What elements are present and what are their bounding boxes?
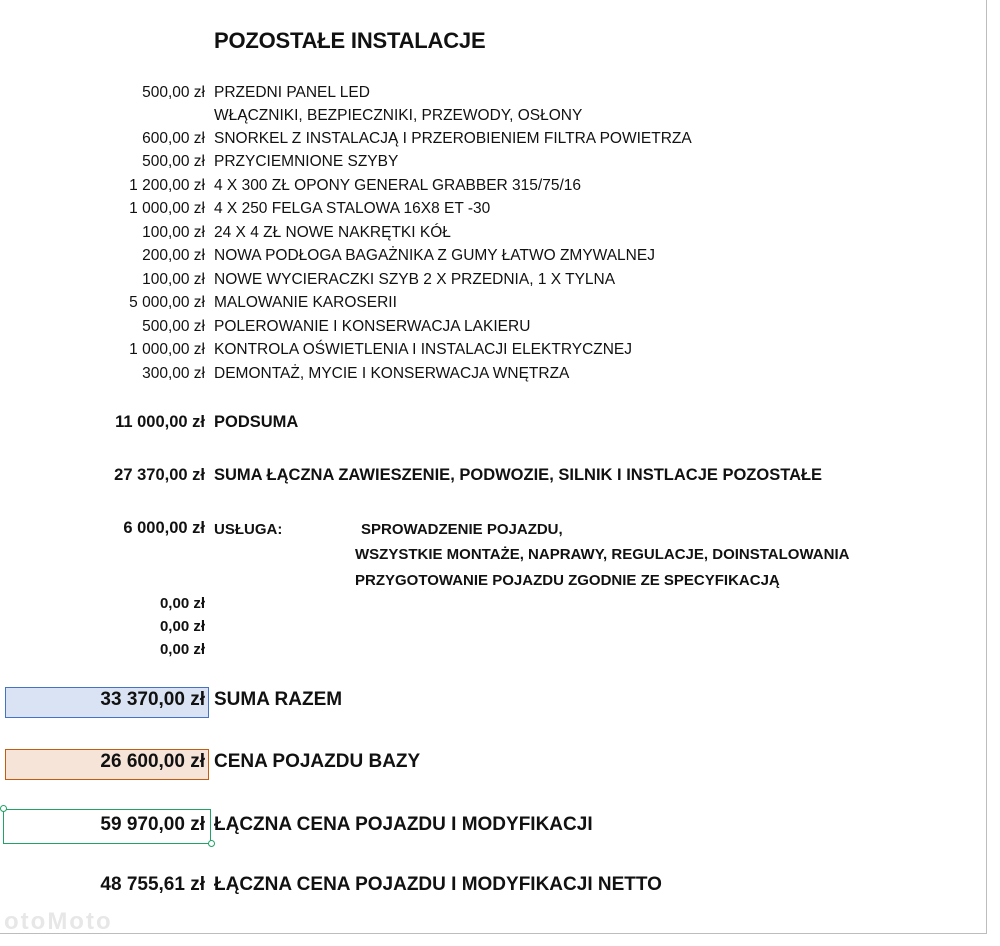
total-price-amount[interactable]: 59 970,00 zł bbox=[100, 814, 205, 835]
item-row bbox=[0, 341, 980, 364]
item-row bbox=[0, 224, 980, 247]
selection-handle-top-left[interactable] bbox=[0, 805, 7, 812]
item-amount: 1 200,00 zł bbox=[129, 177, 205, 194]
grand-sum-amount: 27 370,00 zł bbox=[114, 466, 205, 484]
grand-sum-row bbox=[0, 466, 980, 489]
item-description: DEMONTAŻ, MYCIE I KONSERWACJA WNĘTRZA bbox=[214, 365, 570, 382]
selection-handle-bottom-right[interactable] bbox=[208, 840, 215, 847]
item-row bbox=[0, 153, 980, 176]
item-row bbox=[0, 107, 980, 130]
item-amount: 5 000,00 zł bbox=[129, 294, 205, 311]
item-amount: 100,00 zł bbox=[142, 271, 205, 288]
item-description: PRZYCIEMNIONE SZYBY bbox=[214, 153, 399, 170]
item-row bbox=[0, 247, 980, 270]
zero-amount: 0,00 zł bbox=[159, 641, 205, 658]
item-description: SNORKEL Z INSTALACJĄ I PRZEROBIENIEM FILTRA POWIETRZA bbox=[214, 130, 692, 147]
net-price-label: ŁĄCZNA CENA POJAZDU I MODYFIKACJI NETTO bbox=[214, 874, 662, 895]
item-amount: 500,00 zł bbox=[142, 153, 205, 170]
item-description: POLEROWANIE I KONSERWACJA LAKIERU bbox=[214, 318, 531, 335]
item-amount: 100,00 zł bbox=[142, 224, 205, 241]
service-amount: 6 000,00 zł bbox=[123, 519, 205, 537]
item-row bbox=[0, 130, 980, 153]
zero-row bbox=[0, 618, 980, 641]
item-row bbox=[0, 177, 980, 200]
item-amount: 600,00 zł bbox=[142, 130, 205, 147]
item-amount: 1 000,00 zł bbox=[129, 200, 205, 217]
item-description: KONTROLA OŚWIETLENIA I INSTALACJI ELEKTRYCZNEJ bbox=[214, 341, 633, 358]
item-amount: 500,00 zł bbox=[142, 318, 205, 335]
item-description: 24 X 4 ZŁ NOWE NAKRĘTKI KÓŁ bbox=[214, 224, 451, 241]
grand-sum-label: SUMA ŁĄCZNA ZAWIESZENIE, PODWOZIE, SILNIK I INSTLACJE POZOSTAŁE bbox=[214, 466, 823, 484]
item-description: 4 X 300 ZŁ OPONY GENERAL GRABBER 315/75/16 bbox=[214, 177, 582, 194]
item-description: WŁĄCZNIKI, BEZPIECZNIKI, PRZEWODY, OSŁONY bbox=[214, 107, 583, 124]
base-price-label: CENA POJAZDU BAZY bbox=[214, 751, 421, 772]
item-amount: 300,00 zł bbox=[142, 365, 205, 382]
item-description: 4 X 250 FELGA STALOWA 16X8 ET -30 bbox=[214, 200, 491, 217]
subtotal-amount: 11 000,00 zł bbox=[115, 413, 205, 431]
sheet-edge-bottom bbox=[0, 933, 987, 934]
item-amount: 1 000,00 zł bbox=[129, 341, 205, 358]
zero-amount: 0,00 zł bbox=[159, 618, 205, 635]
service-label: USŁUGA: bbox=[214, 521, 283, 538]
item-row bbox=[0, 318, 980, 341]
service-line: WSZYSTKIE MONTAŻE, NAPRAWY, REGULACJE, DOINSTALOWANIA bbox=[355, 546, 850, 563]
item-description: NOWA PODŁOGA BAGAŻNIKA Z GUMY ŁATWO ZMYWALNEJ bbox=[214, 247, 655, 264]
item-description: PRZEDNI PANEL LED bbox=[214, 84, 370, 101]
item-row bbox=[0, 84, 980, 107]
zero-row bbox=[0, 595, 980, 618]
item-row bbox=[0, 294, 980, 317]
item-row bbox=[0, 200, 980, 223]
total-sum-label: SUMA RAZEM bbox=[214, 689, 343, 710]
item-amount: 500,00 zł bbox=[142, 84, 205, 101]
sheet-edge-right bbox=[986, 0, 987, 934]
net-price-row bbox=[0, 874, 980, 901]
item-amount: 200,00 zł bbox=[142, 247, 205, 264]
item-row bbox=[0, 271, 980, 294]
item-description: NOWE WYCIERACZKI SZYB 2 X PRZEDNIA, 1 X TYLNA bbox=[214, 271, 616, 288]
base-price-amount: 26 600,00 zł bbox=[100, 751, 205, 772]
service-line: SPROWADZENIE POJAZDU, bbox=[361, 521, 563, 538]
total-price-label: ŁĄCZNA CENA POJAZDU I MODYFIKACJI bbox=[214, 814, 593, 835]
zero-amount: 0,00 zł bbox=[159, 595, 205, 612]
watermark-logo: otoMoto bbox=[4, 908, 113, 935]
subtotal-label: PODSUMA bbox=[214, 413, 299, 431]
service-line: PRZYGOTOWANIE POJAZDU ZGODNIE ZE SPECYFIKACJĄ bbox=[355, 572, 780, 589]
section-title: POZOSTAŁE INSTALACJE bbox=[214, 28, 486, 53]
net-price-amount: 48 755,61 zł bbox=[100, 874, 205, 895]
base-price-row bbox=[0, 751, 980, 778]
total-sum-row bbox=[0, 689, 980, 716]
subtotal-row bbox=[0, 413, 980, 436]
zero-row bbox=[0, 641, 980, 664]
item-description: MALOWANIE KAROSERII bbox=[214, 294, 397, 311]
total-sum-amount: 33 370,00 zł bbox=[100, 689, 205, 710]
total-price-row bbox=[0, 814, 980, 841]
item-row bbox=[0, 365, 980, 388]
